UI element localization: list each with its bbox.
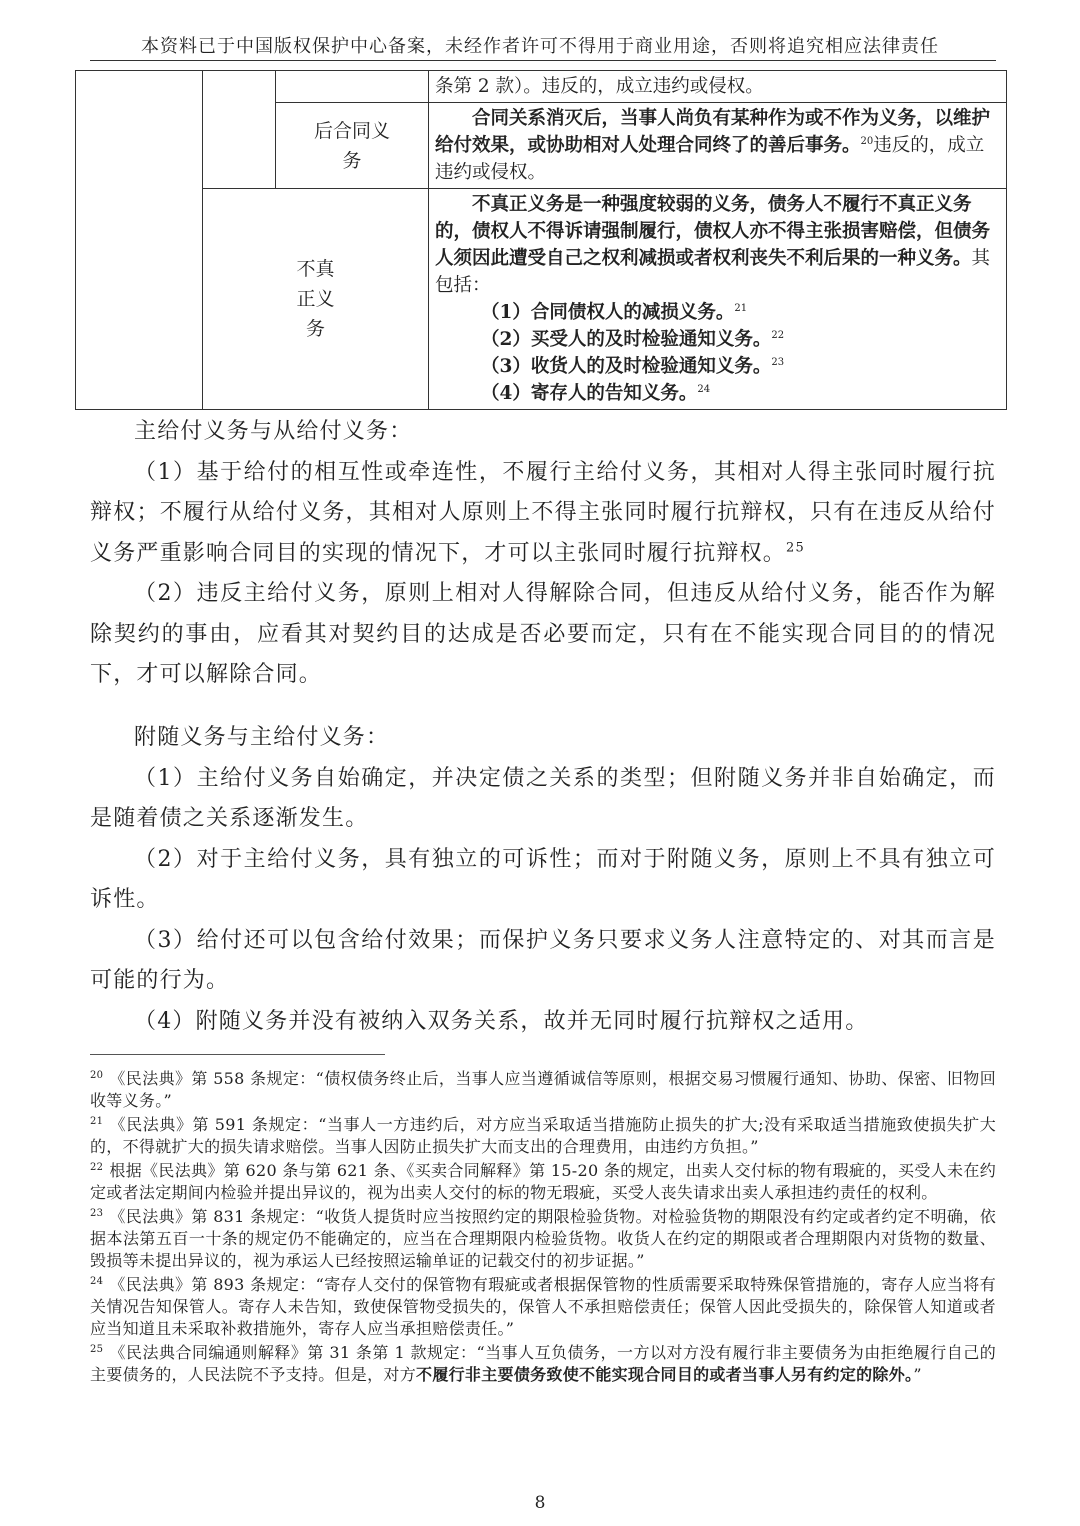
footnote-ref: 25 bbox=[786, 540, 805, 556]
footnote bbox=[90, 1068, 996, 1112]
footnote-ref: 20 bbox=[860, 135, 874, 147]
footnote-number: 24 bbox=[90, 1275, 104, 1287]
obligations-table bbox=[75, 70, 1007, 410]
footnote-text: 根据《民法典》第 620 条与第 621 条、《买卖合同解释》第 15-20 条的规定，出卖人交付标的物有瑕疵的，买受人未在约定或者法定期间内检验并提出异议的，视为出卖人交付的标的物无瑕疵，买受人丧失请求出卖人承担违约责任的权利。 bbox=[90, 1161, 996, 1202]
footnote-number: 23 bbox=[90, 1207, 104, 1219]
footnote-text-tail: ” bbox=[913, 1365, 922, 1384]
row3-bold-text: 不真正义务是一种强度较弱的义务，债务人不履行不真正义务的，债权人不得诉请强制履行，债权人亦不得主张损害赔偿，但债务人须因此遭受自己之权利减损或者权利丧失不利后果的一种义务。 bbox=[435, 194, 991, 269]
footnote-number: 22 bbox=[90, 1161, 104, 1173]
row3-label-text: 不真正义务 bbox=[296, 258, 335, 340]
footnote bbox=[90, 1274, 996, 1340]
table-cell-empty bbox=[276, 71, 429, 103]
footnote-number: 21 bbox=[90, 1115, 104, 1127]
list-item-text: （3）收货人的及时检验通知义务。 bbox=[481, 356, 772, 377]
footnotes bbox=[90, 1068, 996, 1388]
footnote-text: 《民法典合同编通则解释》第 31 条第 1 款规定：“当事人互负债务，一方以对方没有履行非主要债务为由拒绝履行自己的主要债务的，人民法院不予支持。但是，对方 bbox=[90, 1343, 996, 1384]
footnote-number: 20 bbox=[90, 1069, 104, 1081]
footnote bbox=[90, 1114, 996, 1158]
footnote-text: 《民法典》第 831 条规定：“收货人提货时应当按照约定的期限检验货物。对检验货物的期限没有约定或者约定不明确，依据本法第五百一十条的规定仍不能确定的，应当在合理期限内检验货物。收货人在约定的期限或者合理期限内对货物的数量、毁损等未提出异议的，视为承运人已经按照运输单证的记载交付的初步证据。” bbox=[90, 1207, 996, 1270]
row3-tail-text: 其包括： bbox=[435, 248, 991, 296]
row2-label-text: 后合同义务 bbox=[313, 119, 390, 172]
table-cell bbox=[429, 71, 1007, 103]
row2-bold-text: 合同关系消灭后，当事人尚负有某种作为或不作为义务，以维护给付效果，或协助相对人处理合同终了的善后事务。 bbox=[435, 108, 991, 156]
list-item bbox=[435, 380, 1000, 407]
row3-label bbox=[203, 189, 429, 410]
list-item bbox=[435, 326, 1000, 353]
list-item bbox=[435, 299, 1000, 326]
table-cell bbox=[429, 103, 1007, 189]
paragraph: （2）对于主给付义务，具有独立的可诉性；而对于附随义务，原则上不具有独立可诉性。 bbox=[90, 846, 996, 912]
copyright-notice: 本资料已于中国版权保护中心备案，未经作者许可不得用于商业用途，否则将追究相应法律责任 bbox=[141, 36, 939, 57]
paragraph: （4）附随义务并没有被纳入双务关系，故并无同时履行抗辩权之适用。 bbox=[134, 1008, 869, 1034]
list-item bbox=[435, 353, 1000, 380]
footnote-ref: 22 bbox=[771, 329, 785, 341]
list-item-text: （4）寄存人的告知义务。 bbox=[481, 383, 698, 404]
footnote-ref: 24 bbox=[697, 383, 711, 395]
footnote bbox=[90, 1206, 996, 1272]
paragraph: （2）违反主给付义务，原则上相对人得解除合同，但违反从给付义务，能否作为解除契约的事由，应看其对契约目的达成是否必要而定，只有在不能实现合同目的的情况下，才可以解除合同。 bbox=[90, 581, 996, 687]
footnote-number: 25 bbox=[90, 1343, 104, 1355]
footnote-text: 《民法典》第 591 条规定：“当事人一方违约后，对方应当采取适当措施防止损失的扩大;没有采取适当措施致使损失扩大的，不得就扩大的损失请求赔偿。当事人因防止损失扩大而支出的合理费用，由违约方负担。” bbox=[90, 1115, 996, 1156]
page-number: 8 bbox=[534, 1493, 546, 1513]
paragraph bbox=[90, 453, 996, 575]
footnote bbox=[90, 1342, 996, 1386]
footnote-bold-text: 不履行非主要债务致使不能实现合同目的或者当事人另有约定的除外。 bbox=[416, 1365, 914, 1384]
footnote-ref: 21 bbox=[734, 302, 748, 314]
section-main-vs-secondary bbox=[90, 412, 996, 696]
paragraph: （3）给付还可以包含给付效果；而保护义务只要求义务人注意特定的、对其而言是可能的行为。 bbox=[90, 927, 996, 993]
footnote-ref: 23 bbox=[771, 356, 785, 368]
section-ancillary-vs-main bbox=[90, 718, 996, 1042]
table-cell-empty bbox=[76, 71, 203, 410]
row2-label bbox=[276, 103, 429, 189]
section-heading: 附随义务与主给付义务： bbox=[134, 725, 390, 750]
row2-tail-text: 违反的，成立违约或侵权。 bbox=[435, 135, 985, 183]
footnote-text: 《民法典》第 558 条规定：“债权债务终止后，当事人应当遵循诚信等原则，根据交易习惯履行通知、协助、保密、旧物回收等义务。” bbox=[90, 1069, 996, 1110]
table-row bbox=[76, 71, 1007, 103]
table-row bbox=[76, 189, 1007, 410]
list-item-text: （2）买受人的及时检验通知义务。 bbox=[481, 329, 772, 350]
table-cell bbox=[429, 189, 1007, 410]
footnote-text: 《民法典》第 893 条规定：“寄存人交付的保管物有瑕疵或者根据保管物的性质需要采取特殊保管措施的，寄存人应当将有关情况告知保管人。寄存人未告知，致使保管物受损失的，保管人不承担赔偿责任；保管人因此受损失的，除保管人知道或者应当知道且未采取补救措施外，寄存人应当承担赔偿责任。” bbox=[90, 1275, 996, 1338]
section-heading: 主给付义务与从给付义务： bbox=[134, 419, 413, 444]
paragraph-text: （1）基于给付的相互性或牵连性，不履行主给付义务，其相对人得主张同时履行抗辩权；不履行从给付义务，其相对人原则上不得主张同时履行抗辩权，只有在违反从给付义务严重影响合同目的实现的情况下，才可以主张同时履行抗辩权。 bbox=[90, 459, 996, 566]
footnote-rule bbox=[90, 1054, 385, 1055]
row1-text: 条第 2 款）。违反的，成立违约或侵权。 bbox=[435, 76, 764, 97]
list-item-text: （1）合同债权人的减损义务。 bbox=[481, 302, 735, 323]
paragraph: （1）主给付义务自始确定，并决定债之关系的类型；但附随义务并非自始确定，而是随着债之关系逐渐发生。 bbox=[90, 765, 996, 831]
table-cell-empty bbox=[203, 71, 276, 189]
header-rule bbox=[90, 60, 996, 61]
footnote bbox=[90, 1160, 996, 1204]
